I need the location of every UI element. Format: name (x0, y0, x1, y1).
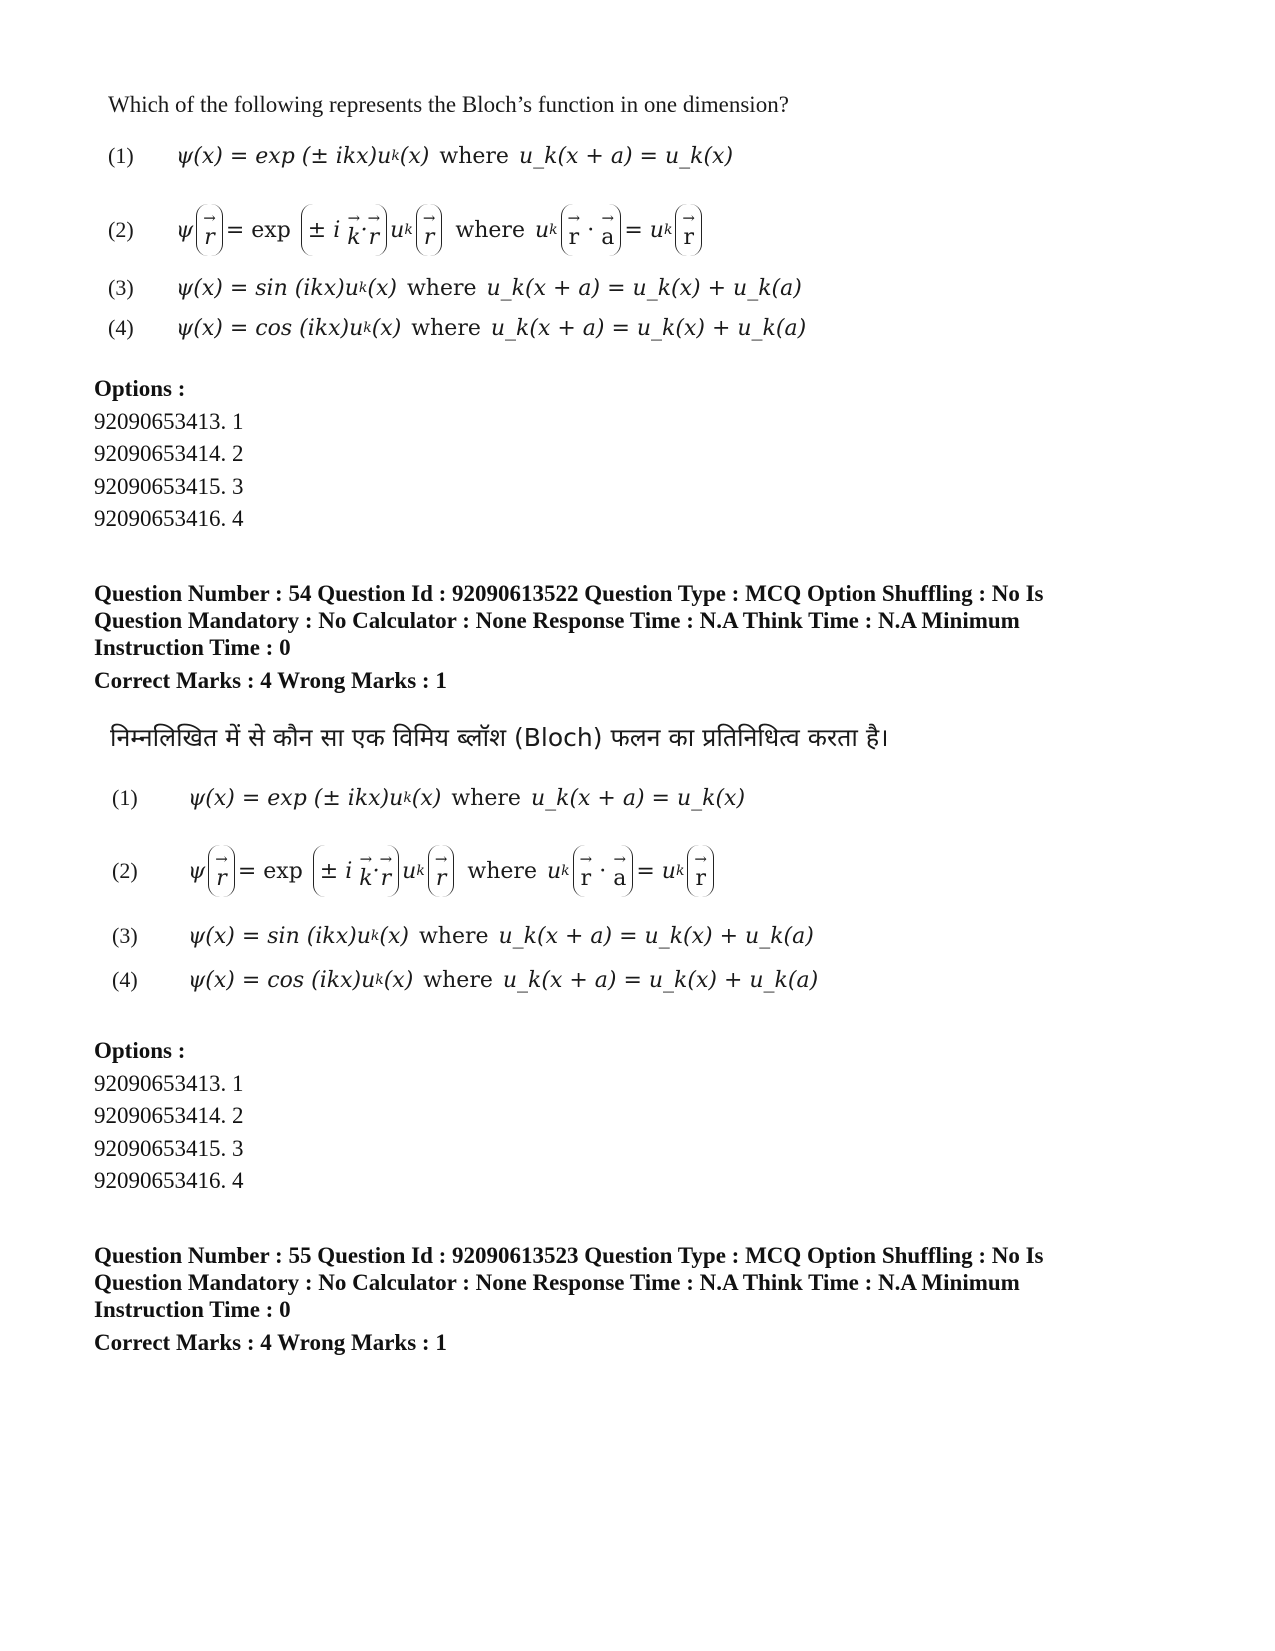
q54-option-4 (112, 960, 818, 1000)
formula-ux: (x) (379, 923, 409, 949)
formula-where: where (455, 217, 525, 243)
formula-ux: (x) (383, 967, 414, 993)
vector-paren (301, 204, 387, 256)
formula-condition: u_k(x + a) = u_k(x) + u_k(a) (486, 275, 802, 301)
arrow-icon: → (379, 850, 393, 868)
arrow-icon: → (422, 209, 436, 227)
arrow-icon: → (579, 850, 593, 868)
formula-u: u (344, 275, 359, 301)
meta-line: Instruction Time : 0 (94, 1297, 291, 1322)
option-item: 92090653414. 2 (94, 1103, 244, 1128)
arrow-icon: → (203, 209, 216, 227)
vector-a: a (613, 866, 627, 891)
formula-sub: k (403, 790, 412, 806)
formula-sub: k (370, 928, 380, 944)
meta-line: Question Number : 54 Question Id : 92090613522 Question Type : MCQ Option Shuffling : No Is (94, 581, 1044, 606)
dot: · (599, 858, 607, 884)
question-53-stem: Which of the following represents the Bloch’s function in one dimension? (108, 92, 789, 117)
formula-u: u (356, 923, 371, 949)
formula-condition: u_k(x + a) = u_k(x) (530, 785, 746, 811)
formula-fn: sin (ikx) (267, 923, 357, 949)
formula (176, 144, 733, 169)
question-54-meta (94, 580, 1044, 661)
formula-fn: = exp (225, 217, 291, 243)
formula-lhs: ψ (176, 217, 194, 243)
dot: · (360, 217, 368, 243)
vector-paren (687, 845, 714, 897)
formula-ux: (x) (367, 275, 397, 301)
formula (176, 276, 802, 301)
arrow-icon: → (434, 850, 448, 868)
formula-sub: k (391, 148, 400, 164)
formula-u: u (390, 217, 405, 243)
q53-option-2 (108, 200, 705, 260)
formula-condition: u_k(x + a) = u_k(x) + u_k(a) (490, 315, 807, 341)
formula-u: u (534, 217, 550, 243)
formula-sub: k (375, 972, 384, 988)
formula-fn: exp (± ikx) (255, 143, 378, 169)
option-item: 92090653415. 3 (94, 474, 244, 499)
vector-paren (416, 204, 443, 256)
formula-fn: = exp (237, 858, 303, 884)
option-item: 92090653413. 1 (94, 409, 244, 434)
option-number: (4) (112, 967, 138, 992)
pm-i: ± i (307, 217, 341, 243)
vector-k: k (359, 866, 373, 891)
dot: · (372, 858, 380, 884)
vector-r: r (695, 866, 706, 891)
formula-sub: k (675, 863, 685, 879)
formula-sub: k (416, 863, 425, 879)
option-item: 92090653416. 4 (94, 506, 244, 531)
formula-where: where (439, 143, 509, 169)
vector-r: r (423, 225, 435, 250)
question-54-marks: Correct Marks : 4 Wrong Marks : 1 (94, 668, 447, 693)
vector-paren (313, 845, 399, 897)
formula-condition: = u (624, 217, 664, 243)
vector-r: r (435, 866, 447, 891)
vector-r: r (683, 225, 694, 250)
formula (188, 786, 745, 811)
meta-line: Question Mandatory : No Calculator : None Response Time : N.A Think Time : N.A Minimum (94, 1270, 1020, 1295)
formula-lhs: ψ (188, 858, 206, 884)
vector-r: r (580, 866, 592, 891)
vector-a: a (601, 225, 615, 250)
vector-r: r (380, 866, 392, 891)
formula-ux: (x) (411, 785, 442, 811)
option-item: 92090653413. 1 (94, 1071, 244, 1096)
formula-fn: exp (± ikx) (267, 785, 390, 811)
meta-line: Instruction Time : 0 (94, 635, 291, 660)
vector-r: r (568, 225, 580, 250)
question-53-image (108, 88, 1108, 358)
formula-lhs: ψ(x) = (188, 785, 261, 811)
formula-sub: k (363, 320, 372, 336)
formula (176, 316, 806, 341)
vector-r: r (368, 225, 380, 250)
formula (188, 924, 814, 949)
option-number: (4) (108, 315, 134, 340)
vector-paren (561, 204, 622, 256)
formula-ux: (x) (371, 315, 402, 341)
formula-u: u (389, 785, 404, 811)
vector-r: r (216, 866, 227, 891)
arrow-icon: → (215, 850, 228, 868)
arrow-icon: → (367, 209, 381, 227)
question-55-marks: Correct Marks : 4 Wrong Marks : 1 (94, 1330, 447, 1355)
formula-where: where (411, 315, 481, 341)
arrow-icon: → (613, 850, 627, 868)
meta-line: Question Number : 55 Question Id : 92090613523 Question Type : MCQ Option Shuffling : No Is (94, 1243, 1044, 1268)
formula-fn: cos (ikx) (267, 967, 362, 993)
formula-lhs: ψ(x) = (176, 143, 249, 169)
formula-ux: (x) (399, 143, 430, 169)
arrow-icon: → (601, 209, 615, 227)
pm-i: ± i (319, 858, 353, 884)
formula-condition: u_k(x + a) = u_k(x) + u_k(a) (502, 967, 819, 993)
formula (188, 845, 717, 897)
formula-condition: u_k(x + a) = u_k(x) (518, 143, 734, 169)
option-number: (1) (112, 785, 138, 810)
formula-sub: k (358, 280, 368, 296)
question-54-stem: निम्नलिखित में से कौन सा एक विमिय ब्लॉश (Bloch) फलन का प्रतिनिधित्व करता है। (110, 723, 889, 752)
option-number: (1) (108, 143, 134, 168)
options-heading: Options : (94, 1038, 186, 1063)
q53-option-1 (108, 136, 733, 176)
arrow-icon: → (347, 209, 361, 227)
formula-lhs: ψ(x) = (188, 967, 261, 993)
vector-r: r (204, 225, 215, 250)
option-item: 92090653416. 4 (94, 1168, 244, 1193)
vector-k: k (347, 225, 361, 250)
option-item: 92090653414. 2 (94, 441, 244, 466)
formula-u: u (402, 858, 417, 884)
arrow-icon: → (682, 209, 695, 227)
formula-sub: k (561, 863, 570, 879)
formula-where: where (418, 923, 489, 949)
formula-where: where (451, 785, 521, 811)
option-number: (2) (108, 217, 134, 242)
formula-sub: k (549, 222, 558, 238)
vector-paren (208, 845, 235, 897)
vector-paren (675, 204, 702, 256)
arrow-icon: → (359, 850, 373, 868)
formula-u: u (361, 967, 376, 993)
question-55-meta (94, 1242, 1044, 1323)
vector-paren (428, 845, 455, 897)
options-heading: Options : (94, 376, 186, 401)
vector-paren (573, 845, 634, 897)
dot: · (587, 217, 595, 243)
vector-paren (196, 204, 223, 256)
formula-sub: k (404, 222, 413, 238)
formula-where: where (406, 275, 477, 301)
option-number: (3) (112, 923, 138, 948)
formula-fn: sin (ikx) (255, 275, 345, 301)
q53-option-3 (108, 268, 802, 308)
formula-condition: u_k(x + a) = u_k(x) + u_k(a) (498, 923, 814, 949)
formula (188, 968, 818, 993)
q54-option-1 (112, 778, 745, 818)
formula-condition: = u (636, 858, 676, 884)
formula-sub: k (663, 222, 673, 238)
question-54-image (110, 718, 1110, 1008)
q53-option-4 (108, 308, 806, 348)
formula-lhs: ψ(x) = (176, 315, 249, 341)
formula-lhs: ψ(x) = (176, 275, 249, 301)
formula-u: u (546, 858, 562, 884)
meta-line: Question Mandatory : No Calculator : None Response Time : N.A Think Time : N.A Minimum (94, 608, 1020, 633)
arrow-icon: → (694, 850, 707, 868)
formula-lhs: ψ(x) = (188, 923, 261, 949)
q54-option-2 (112, 840, 717, 902)
arrow-icon: → (567, 209, 581, 227)
formula-where: where (467, 858, 537, 884)
q54-option-3 (112, 916, 814, 956)
formula-u: u (349, 315, 364, 341)
formula-where: where (423, 967, 493, 993)
formula (176, 204, 705, 256)
option-item: 92090653415. 3 (94, 1136, 244, 1161)
formula-fn: cos (ikx) (255, 315, 350, 341)
formula-u: u (377, 143, 392, 169)
option-number: (2) (112, 858, 138, 883)
option-number: (3) (108, 275, 134, 300)
